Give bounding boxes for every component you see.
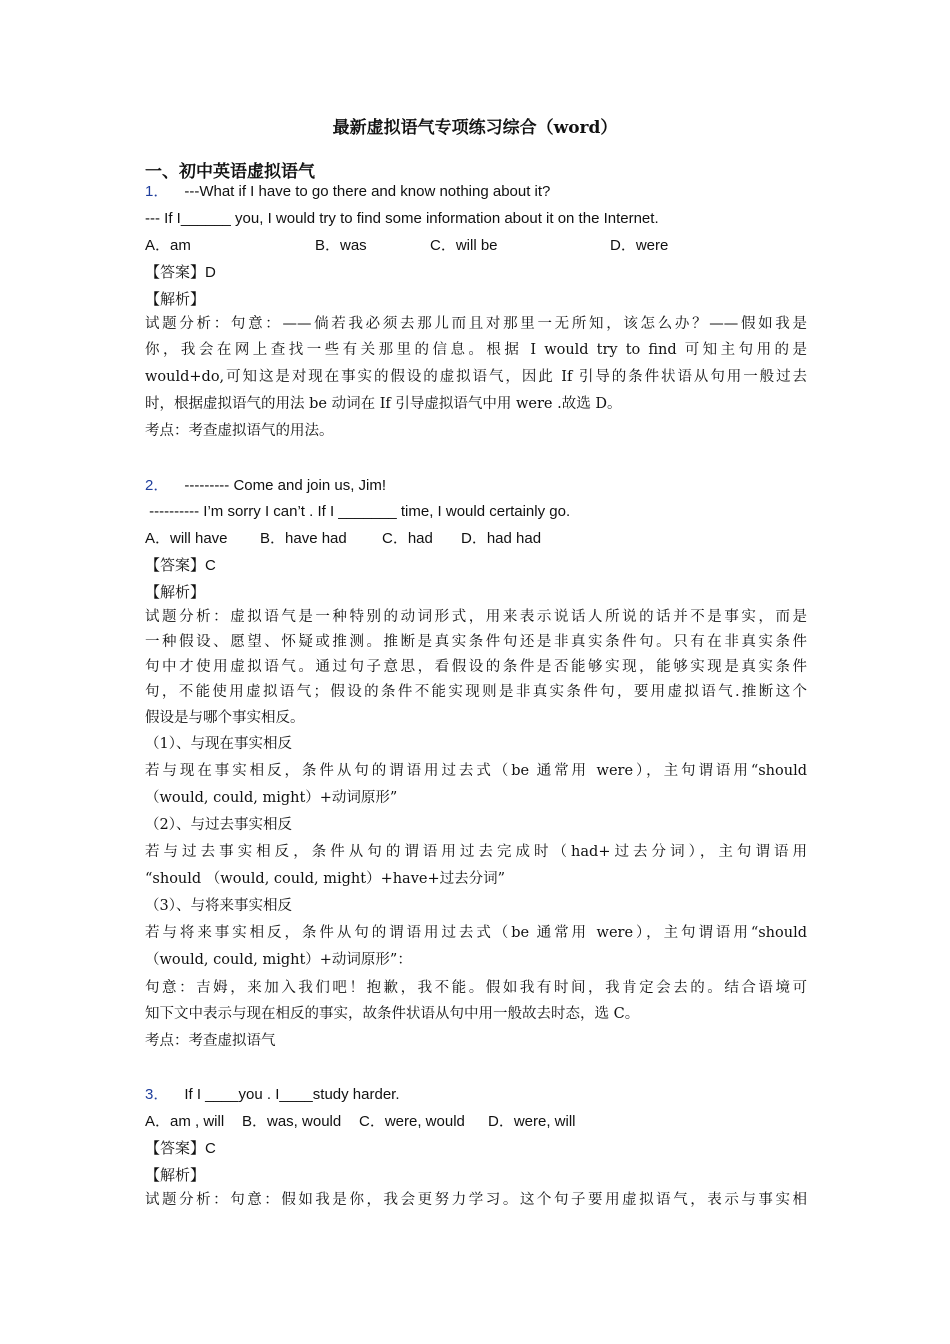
question-2-analysis-line: 假设是与哪个事实相反。: [145, 710, 305, 726]
question-3-options: [145, 1108, 807, 1135]
question-2-analysis-line: 若与现在事实相反，条件从句的谓语用过去式（be 通常用 were），主句谓语用“should: [145, 763, 807, 779]
question-2-analysis-line: 句，不能使用虚拟语气；假设的条件不能实现则是非真实条件句，要用虚拟语气.推断这个: [145, 684, 807, 700]
question-3-analysis-line: 试题分析：句意：假如我是你，我会更努力学习。这个句子要用虚拟语气，表示与事实相: [145, 1192, 807, 1208]
question-1-line2: --- If I______ you, I would try to find some information about it on the Internet.: [145, 210, 659, 227]
question-2-analysis-line: 试题分析：虚拟语气是一种特别的动词形式，用来表示说话人所说的话并不是事实，而是: [145, 609, 807, 625]
option-d: D．had had: [461, 530, 542, 547]
question-3-answer: 【答案】C: [145, 1140, 216, 1157]
question-3-text: If I ____you . I____study harder.: [184, 1086, 400, 1103]
question-3-stem: [145, 1081, 807, 1108]
question-2-analysis-line: 句意：吉姆，来加入我们吧！抱歉，我不能。假如我有时间，我肯定会去的。结合语境可: [145, 980, 807, 996]
question-2-analysis-line: 知下文中表示与现在相反的事实，故条件状语从句中用一般故去时态，选 C。: [145, 1006, 640, 1022]
question-2-stem: [145, 472, 807, 499]
option-b: B．was: [315, 237, 367, 254]
question-2-analysis-line: （3）、与将来事实相反: [145, 898, 292, 914]
question-3-number: 3．: [145, 1086, 169, 1103]
question-1-stem: [145, 178, 807, 205]
question-2-analysis-line: 若与将来事实相反，条件从句的谓语用过去式（be 通常用 were），主句谓语用“should: [145, 925, 807, 941]
option-a: A．will have: [145, 530, 228, 547]
question-2-analysis-line: （would, could, might）+动词原形”：: [145, 952, 412, 968]
question-2-line2: ---------- I’m sorry I can’t . If I _______ time, I would certainly go.: [145, 503, 571, 520]
question-2-answer: 【答案】C: [145, 557, 216, 574]
question-2-options: [145, 525, 807, 552]
question-1-answer: 【答案】D: [145, 264, 216, 281]
option-d: D．were: [610, 237, 669, 254]
section-heading: 一、初中英语虚拟语气: [145, 162, 315, 182]
question-2-analysis-line: （2）、与过去事实相反: [145, 817, 292, 833]
question-1-analysis-line: 时，根据虚拟语气的用法 be 动词在 If 引导虚拟语气中用 were .故选 D。: [145, 396, 622, 412]
option-b: B．have had: [260, 530, 347, 547]
option-c: C．will be: [430, 237, 498, 254]
question-2-analysis-line: “should （would, could, might）+have+过去分词”: [145, 871, 506, 887]
option-b: B．was, would: [242, 1113, 342, 1130]
question-1-options: [145, 232, 807, 259]
question-3-analysis-label: 【解析】: [145, 1167, 206, 1184]
option-c: C．had: [382, 530, 433, 547]
question-2-point: 考点：考查虚拟语气: [145, 1033, 276, 1049]
question-2-analysis-line: （1）、与现在事实相反: [145, 736, 292, 752]
question-1-text: ---What if I have to go there and know nothing about it?: [184, 183, 551, 200]
question-1-analysis-label: 【解析】: [145, 291, 206, 308]
option-d: D．were, will: [488, 1113, 576, 1130]
option-c: C．were, would: [359, 1113, 465, 1130]
question-2-analysis-line: 若与过去事实相反，条件从句的谓语用过去完成时（had+过去分词），主句谓语用: [145, 844, 807, 860]
question-1-number: 1．: [145, 183, 169, 200]
document-title: 最新虚拟语气专项练习综合（word）: [332, 118, 618, 138]
question-1-analysis-line: 你，我会在网上查找一些有关那里的信息。根据 I would try to find 可知主句用的是: [145, 342, 807, 358]
question-2-number: 2．: [145, 477, 169, 494]
question-1-analysis-line: 试题分析：句意：——倘若我必须去那儿而且对那里一无所知，该怎么办？——假如我是: [145, 316, 807, 332]
question-1-analysis-line: would+do,可知这是对现在事实的假设的虚拟语气，因此 If 引导的条件状语从句用一般过去: [145, 369, 807, 385]
question-2-analysis-line: （would, could, might）+动词原形”: [145, 790, 398, 806]
option-a: A．am , will: [145, 1113, 225, 1130]
question-2-text: --------- Come and join us, Jim!: [184, 477, 387, 494]
question-2-analysis-line: 句中才使用虚拟语气。通过句子意思，看假设的条件是否能够实现，能够实现是真实条件: [145, 659, 807, 675]
question-1-point: 考点：考查虚拟语气的用法。: [145, 423, 334, 439]
question-2-analysis-line: 一种假设、愿望、怀疑或推测。推断是真实条件句还是非真实条件句。只有在非真实条件: [145, 634, 807, 650]
option-a: A．am: [145, 237, 191, 254]
question-2-analysis-label: 【解析】: [145, 584, 206, 601]
